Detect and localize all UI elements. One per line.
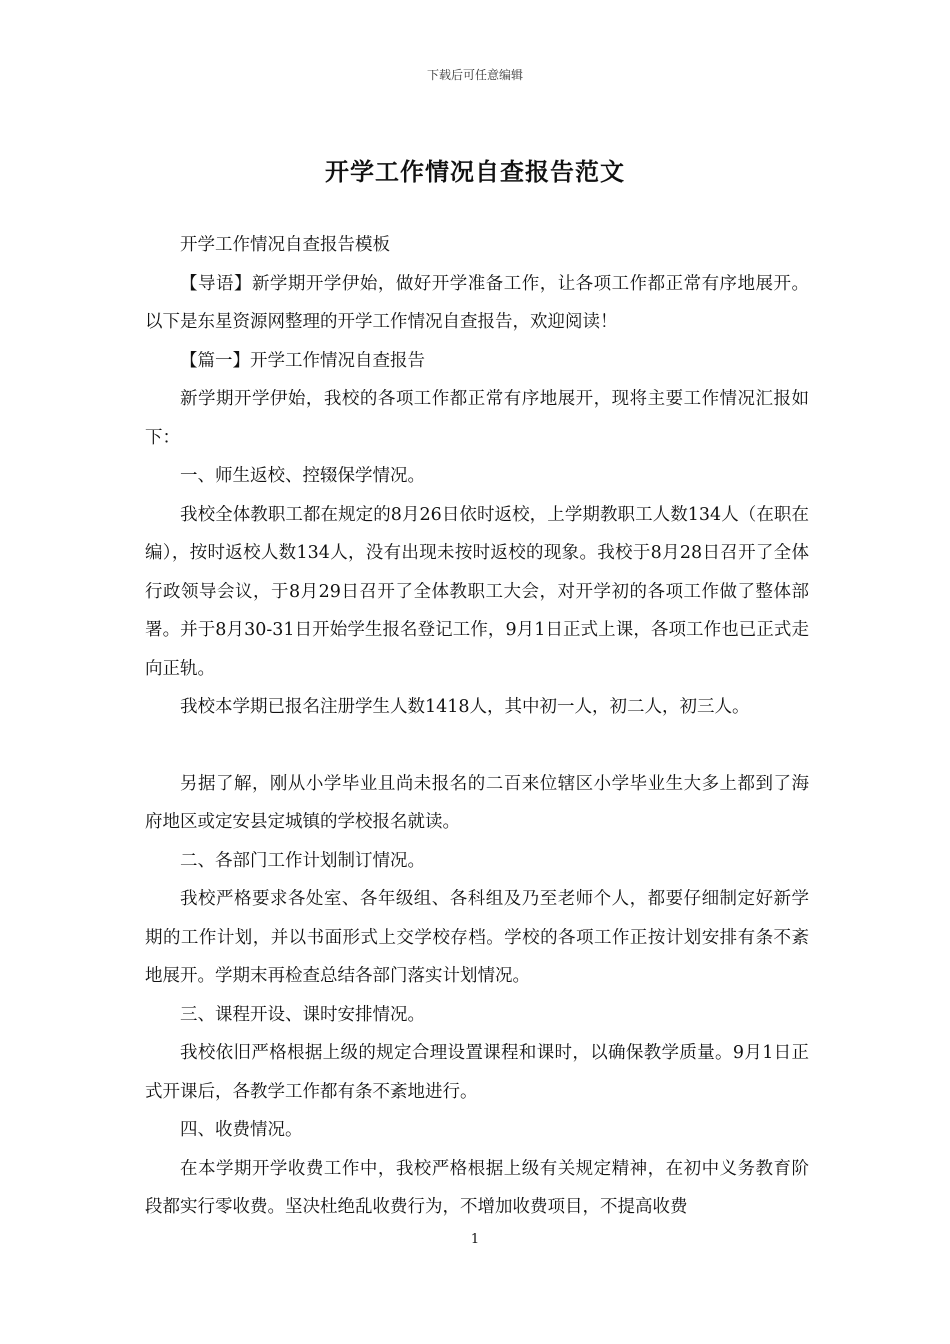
paragraph-opening: 新学期开学伊始，我校的各项工作都正常有序地展开，现将主要工作情况汇报如下： [145,389,809,448]
paragraph-graduates: 另据了解，刚从小学毕业且尚未报名的二百来位辖区小学毕业生大多上都到了海府地区或定安县定城镇的学校报名就读。 [145,773,809,832]
document-body [145,226,809,1227]
blank-line [145,727,809,765]
paragraph-enrollment: 我校本学期已报名注册学生人数1418人，其中初一人，初二人，初三人。 [180,697,750,717]
paragraph-heading-3: 三、课程开设、课时安排情况。 [180,1004,425,1025]
paragraph-heading-1: 一、师生返校、控辍保学情况。 [180,466,425,486]
paragraph-section-heading: 【篇一】开学工作情况自查报告 [180,350,425,371]
page-number: 1 [470,1232,480,1247]
paragraph-curriculum: 我校依旧严格根据上级的规定合理设置课程和课时，以确保教学质量。9月1日正式开课后，各教学工作都有条不紊地进行。 [145,1043,809,1102]
paragraph-fees: 在本学期开学收费工作中，我校严格根据上级有关规定精神，在初中义务教育阶段都实行零收费。坚决杜绝乱收费行为，不增加收费项目，不提高收费 [145,1158,809,1217]
document-title: 开学工作情况自查报告范文 [325,157,625,186]
paragraph-return-details: 我校全体教职工都在规定的8月26日依时返校，上学期教职工人数134人（在职在编），按时返校人数134人，没有出现未按时返校的现象。我校于8月28日召开了全体行政领导会议，于8月29日召开了全体教职工大会，对开学初的各项工作做了整体部署。并于8月30-31日开始学生报名登记工作，9月1日正式上课，各项工作也已正式走向正轨。 [145,504,809,679]
paragraph-intro: 【导语】新学期开学伊始，做好开学准备工作，让各项工作都正常有序地展开。以下是东星资源网整理的开学工作情况自查报告，欢迎阅读！ [145,273,809,332]
paragraph-work-plans: 我校严格要求各处室、各年级组、各科组及乃至老师个人，都要仔细制定好新学期的工作计划，并以书面形式上交学校存档。学校的各项工作正按计划安排有条不紊地展开。学期末再检查总结各部门落实计划情况。 [145,889,809,986]
paragraph-subtitle: 开学工作情况自查报告模板 [180,235,390,255]
paragraph-heading-4: 四、收费情况。 [180,1120,303,1140]
paragraph-heading-2: 二、各部门工作计划制订情况。 [180,850,425,871]
header-note: 下载后可任意编辑 [426,68,523,82]
